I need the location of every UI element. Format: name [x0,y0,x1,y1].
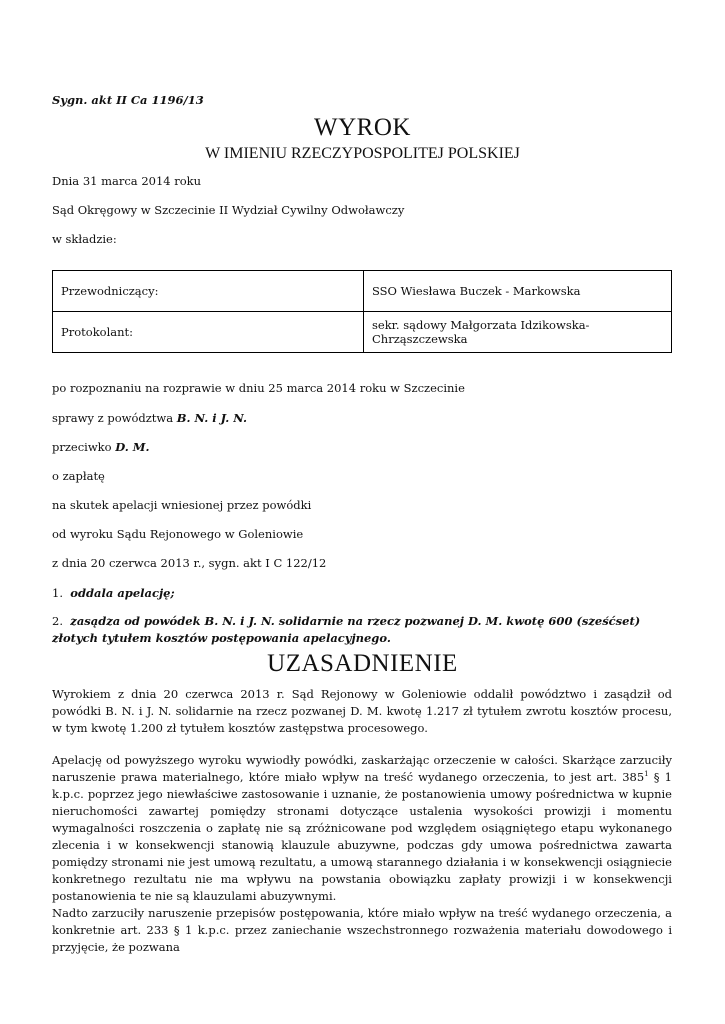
panel-role: Protokolant: [53,312,364,353]
case-prefix: sprawy z powództwa [52,411,174,425]
judgment-from: od wyroku Sądu Rejonowego w Goleniowie [52,527,304,541]
panel-name: SSO Wiesława Buczek - Markowska [364,271,672,312]
paragraph-text: Apelację od powyższego wyroku wywiodły powódki, zaskarżając orzeczenie w całości. Skarżące zarzuciły naruszenie prawa materialnego, które miało wpływ na treść wydanego orzeczenia, to jest art. 385 [52,753,672,784]
justification-heading: UZASADNIENIE [267,650,458,677]
case-subject: o zapłatę [52,469,105,483]
ruling-text: zasądza od powódek B. N. i J. N. solidarnie na rzecz pozwanej D. M. kwotę 600 (sześćset) złotych tytułem kosztów postępowania apelacyjnego. [52,614,641,645]
document-subtitle: W IMIENIU RZECZYPOSPOLITEJ POLSKIEJ [205,145,520,162]
judgment-date: Dnia 31 marca 2014 roku [52,174,202,188]
ruling-number: 2. [52,614,63,628]
document-title: WYROK [314,114,411,141]
justification-paragraph: Nadto zarzuciły naruszenie przepisów postępowania, które miało wpływ na treść wydanego orzeczenia, a konkretnie art. 233 § 1 k.p.c. przez zaniechanie wszechstronnego rozważenia materiału dowodowego i przyjęcie, że pozwana [52,906,672,954]
paragraph-text: § 1 k.p.c. poprzez jego niewłaściwe zastosowanie i uznanie, że postanowienia umowy pośrednictwa w kupnie nieruchomości zawartej pomiędzy stronami dotyczące ustalenia wysokości prowizji i momentu wymagalności roszczenia o zapłatę nie są zróżnicowane pod względem osiągniętego etapu wykonanego zlecenia i w konsekwencji stanowią klauzule abuzywne, podczas gdy umowa pośrednictwa zawarta pomiędzy stronami nie jest umową rezultatu, a umową starannego działania i w konsekwencji osiągniecie konkretnego rezultatu nie ma wpływu na powstania obowiązku zapłaty prowizji i w konsekwencji postanowienia te nie są klauzulami abuzywnymi. [52,770,672,903]
case-reference: Sygn. akt II Ca 1196/13 [52,93,204,107]
court-panel-table [52,270,672,353]
defendant-line [52,440,150,454]
against-prefix: przeciwko [52,440,112,454]
plaintiffs: B. N. i J. N. [176,411,247,425]
defendant: D. M. [115,440,150,454]
case-parties [52,411,247,425]
hearing-info: po rozpoznaniu na rozprawie w dniu 25 marca 2014 roku w Szczecinie [52,381,465,395]
judgment-date-ref: z dnia 20 czerwca 2013 r., sygn. akt I C 122/12 [52,556,327,570]
ruling-text: oddala apelację; [70,586,175,600]
justification-paragraph: Wyrokiem z dnia 20 czerwca 2013 r. Sąd Rejonowy w Goleniowie oddalił powództwo i zasądził od powódki B. N. i J. N. solidarnie na rzecz pozwanej D. M. kwotę 1.217 zł tytułem zwrotu kosztów procesu, w tym kwotę 1.200 zł tytułem kosztów zastępstwa procesowego. [52,687,672,735]
panel-role: Przewodniczący: [53,271,364,312]
ruling-item [52,585,672,602]
superscript: 1 [644,770,649,778]
table-row [53,312,672,353]
ruling-number: 1. [52,586,63,600]
panel-name: sekr. sądowy Małgorzata Idzikowska-Chrząszczewska [364,312,672,353]
court-name: Sąd Okręgowy w Szczecinie II Wydział Cywilny Odwoławczy [52,203,405,217]
composition-label: w składzie: [52,232,117,246]
appeal-info: na skutek apelacji wniesionej przez powódki [52,498,312,512]
justification-paragraph [52,752,672,905]
table-row [53,271,672,312]
ruling-item [52,613,672,647]
